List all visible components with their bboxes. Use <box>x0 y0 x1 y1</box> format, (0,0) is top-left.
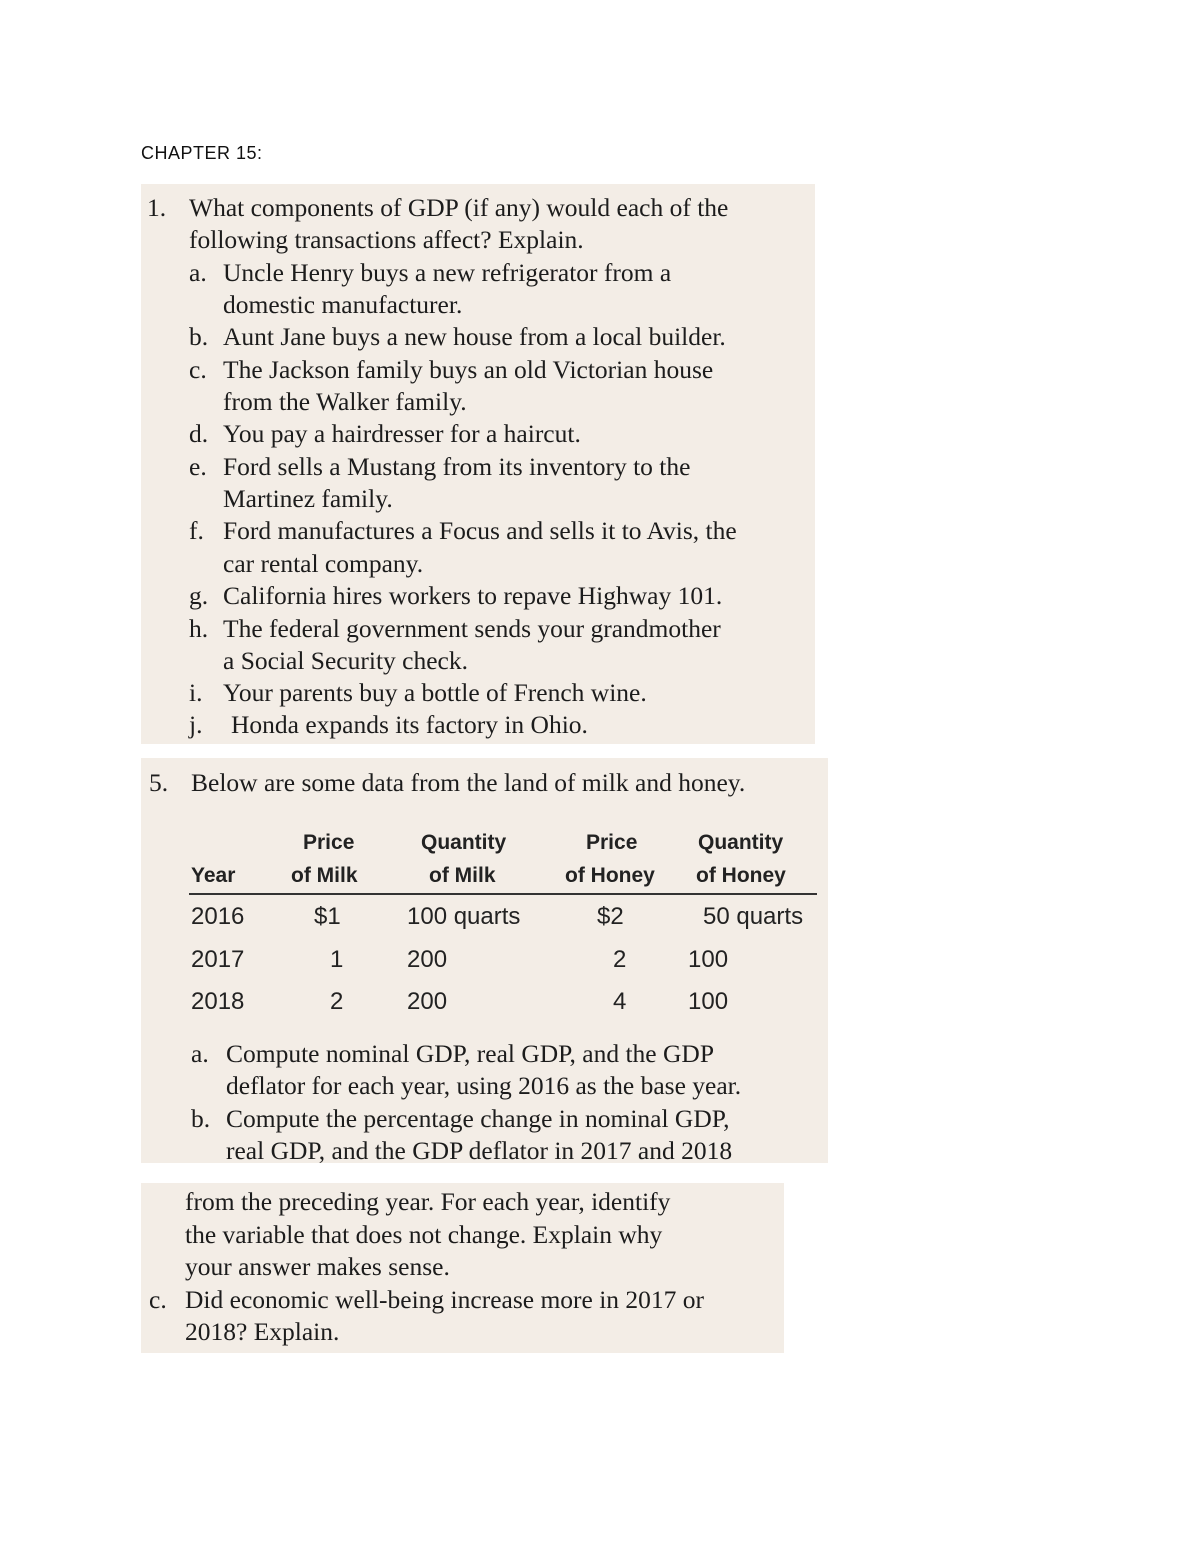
table-cell-2018-quantity-milk: 200 <box>407 988 448 1015</box>
table-header-price-honey-1: Price <box>586 831 638 854</box>
table-header-quantity-milk-1: Quantity <box>421 831 507 854</box>
q1-item-a-marker: a. <box>189 258 207 287</box>
q1-item-c-line-2: from the Walker family. <box>223 387 467 416</box>
q1-item-f-line-1: Ford manufactures a Focus and sells it to Avis, the <box>223 516 737 545</box>
table-cell-2017-year: 2017 <box>191 946 245 973</box>
table-cell-2018-year: 2018 <box>191 988 245 1015</box>
q5-item-a-marker: a. <box>191 1039 209 1068</box>
q1-item-i-line-1: Your parents buy a bottle of French wine. <box>223 678 647 707</box>
q1-item-j-line-1: Honda expands its factory in Ohio. <box>231 710 588 739</box>
q1-stem-line-1: What components of GDP (if any) would each of the <box>189 193 729 222</box>
table-header-quantity-honey-2: of Honey <box>696 864 786 887</box>
q1-item-e-line-2: Martinez family. <box>223 484 393 513</box>
q5-item-a-line-2: deflator for each year, using 2016 as the base year. <box>226 1071 742 1100</box>
q5-item-b-line-2: real GDP, and the GDP deflator in 2017 and 2018 <box>226 1136 733 1165</box>
q1-item-a-line-1: Uncle Henry buys a new refrigerator from a <box>223 258 672 287</box>
table-cell-2016-year: 2016 <box>191 903 245 930</box>
table-header-price-honey-2: of Honey <box>565 864 655 887</box>
q1-item-g-marker: g. <box>189 581 209 610</box>
table-cell-2017-quantity-honey: 100 <box>688 946 729 973</box>
table-cell-2016-quantity-honey: 50 quarts <box>703 903 804 930</box>
q5-continuation-line-1: from the preceding year. For each year, identify <box>185 1187 671 1216</box>
table-header-quantity-milk-2: of Milk <box>429 864 496 887</box>
table-cell-2017-price-milk: 1 <box>330 946 344 973</box>
q5-number: 5. <box>149 768 169 797</box>
chapter-title: CHAPTER 15: <box>141 143 263 163</box>
q5-continuation-line-3: your answer makes sense. <box>185 1252 450 1281</box>
table-header-quantity-honey-1: Quantity <box>698 831 784 854</box>
q5-item-a-line-1: Compute nominal GDP, real GDP, and the GDP <box>226 1039 715 1068</box>
table-cell-2018-price-honey: 4 <box>613 988 627 1015</box>
q1-item-e-marker: e. <box>189 452 207 481</box>
q5-item-c-marker: c. <box>149 1285 167 1314</box>
q5-item-c-line-2: 2018? Explain. <box>185 1317 340 1346</box>
table-cell-2017-price-honey: 2 <box>613 946 627 973</box>
q1-item-d-marker: d. <box>189 419 209 448</box>
q5-item-b-line-1: Compute the percentage change in nominal GDP, <box>226 1104 730 1133</box>
q1-item-a-line-2: domestic manufacturer. <box>223 290 463 319</box>
q1-number: 1. <box>147 193 167 222</box>
q5-continuation-line-2: the variable that does not change. Explain why <box>185 1220 663 1249</box>
q5-stem: Below are some data from the land of milk and honey. <box>191 768 746 797</box>
table-cell-2016-price-milk: $1 <box>314 903 341 930</box>
q1-item-c-marker: c. <box>189 355 207 384</box>
q1-item-f-line-2: car rental company. <box>223 549 424 578</box>
table-cell-2018-price-milk: 2 <box>330 988 344 1015</box>
table-header-price-milk-2: of Milk <box>291 864 358 887</box>
q1-item-d-line-1: You pay a hairdresser for a haircut. <box>223 419 581 448</box>
table-header-rule <box>189 893 817 895</box>
q1-item-i-marker: i. <box>189 678 203 707</box>
q1-item-j-marker: j. <box>189 710 203 739</box>
table-cell-2017-quantity-milk: 200 <box>407 946 448 973</box>
table-cell-2016-price-honey: $2 <box>597 903 624 930</box>
q1-item-h-marker: h. <box>189 614 209 643</box>
q1-item-c-line-1: The Jackson family buys an old Victorian house <box>223 355 714 384</box>
table-cell-2018-quantity-honey: 100 <box>688 988 729 1015</box>
q1-item-h-line-1: The federal government sends your grandmother <box>223 614 721 643</box>
table-header-year: Year <box>191 864 236 887</box>
table-cell-2016-quantity-milk: 100 quarts <box>407 903 521 930</box>
q1-item-h-line-2: a Social Security check. <box>223 646 468 675</box>
q1-item-f-marker: f. <box>189 516 204 545</box>
table-header-price-milk-1: Price <box>303 831 355 854</box>
q1-item-b-line-1: Aunt Jane buys a new house from a local builder. <box>223 322 726 351</box>
q5-item-b-marker: b. <box>191 1104 211 1133</box>
q5-item-c-line-1: Did economic well-being increase more in 2017 or <box>185 1285 705 1314</box>
q1-item-b-marker: b. <box>189 322 209 351</box>
q1-item-g-line-1: California hires workers to repave Highway 101. <box>223 581 723 610</box>
q1-item-e-line-1: Ford sells a Mustang from its inventory to the <box>223 452 691 481</box>
q1-stem-line-2: following transactions affect? Explain. <box>189 225 584 254</box>
